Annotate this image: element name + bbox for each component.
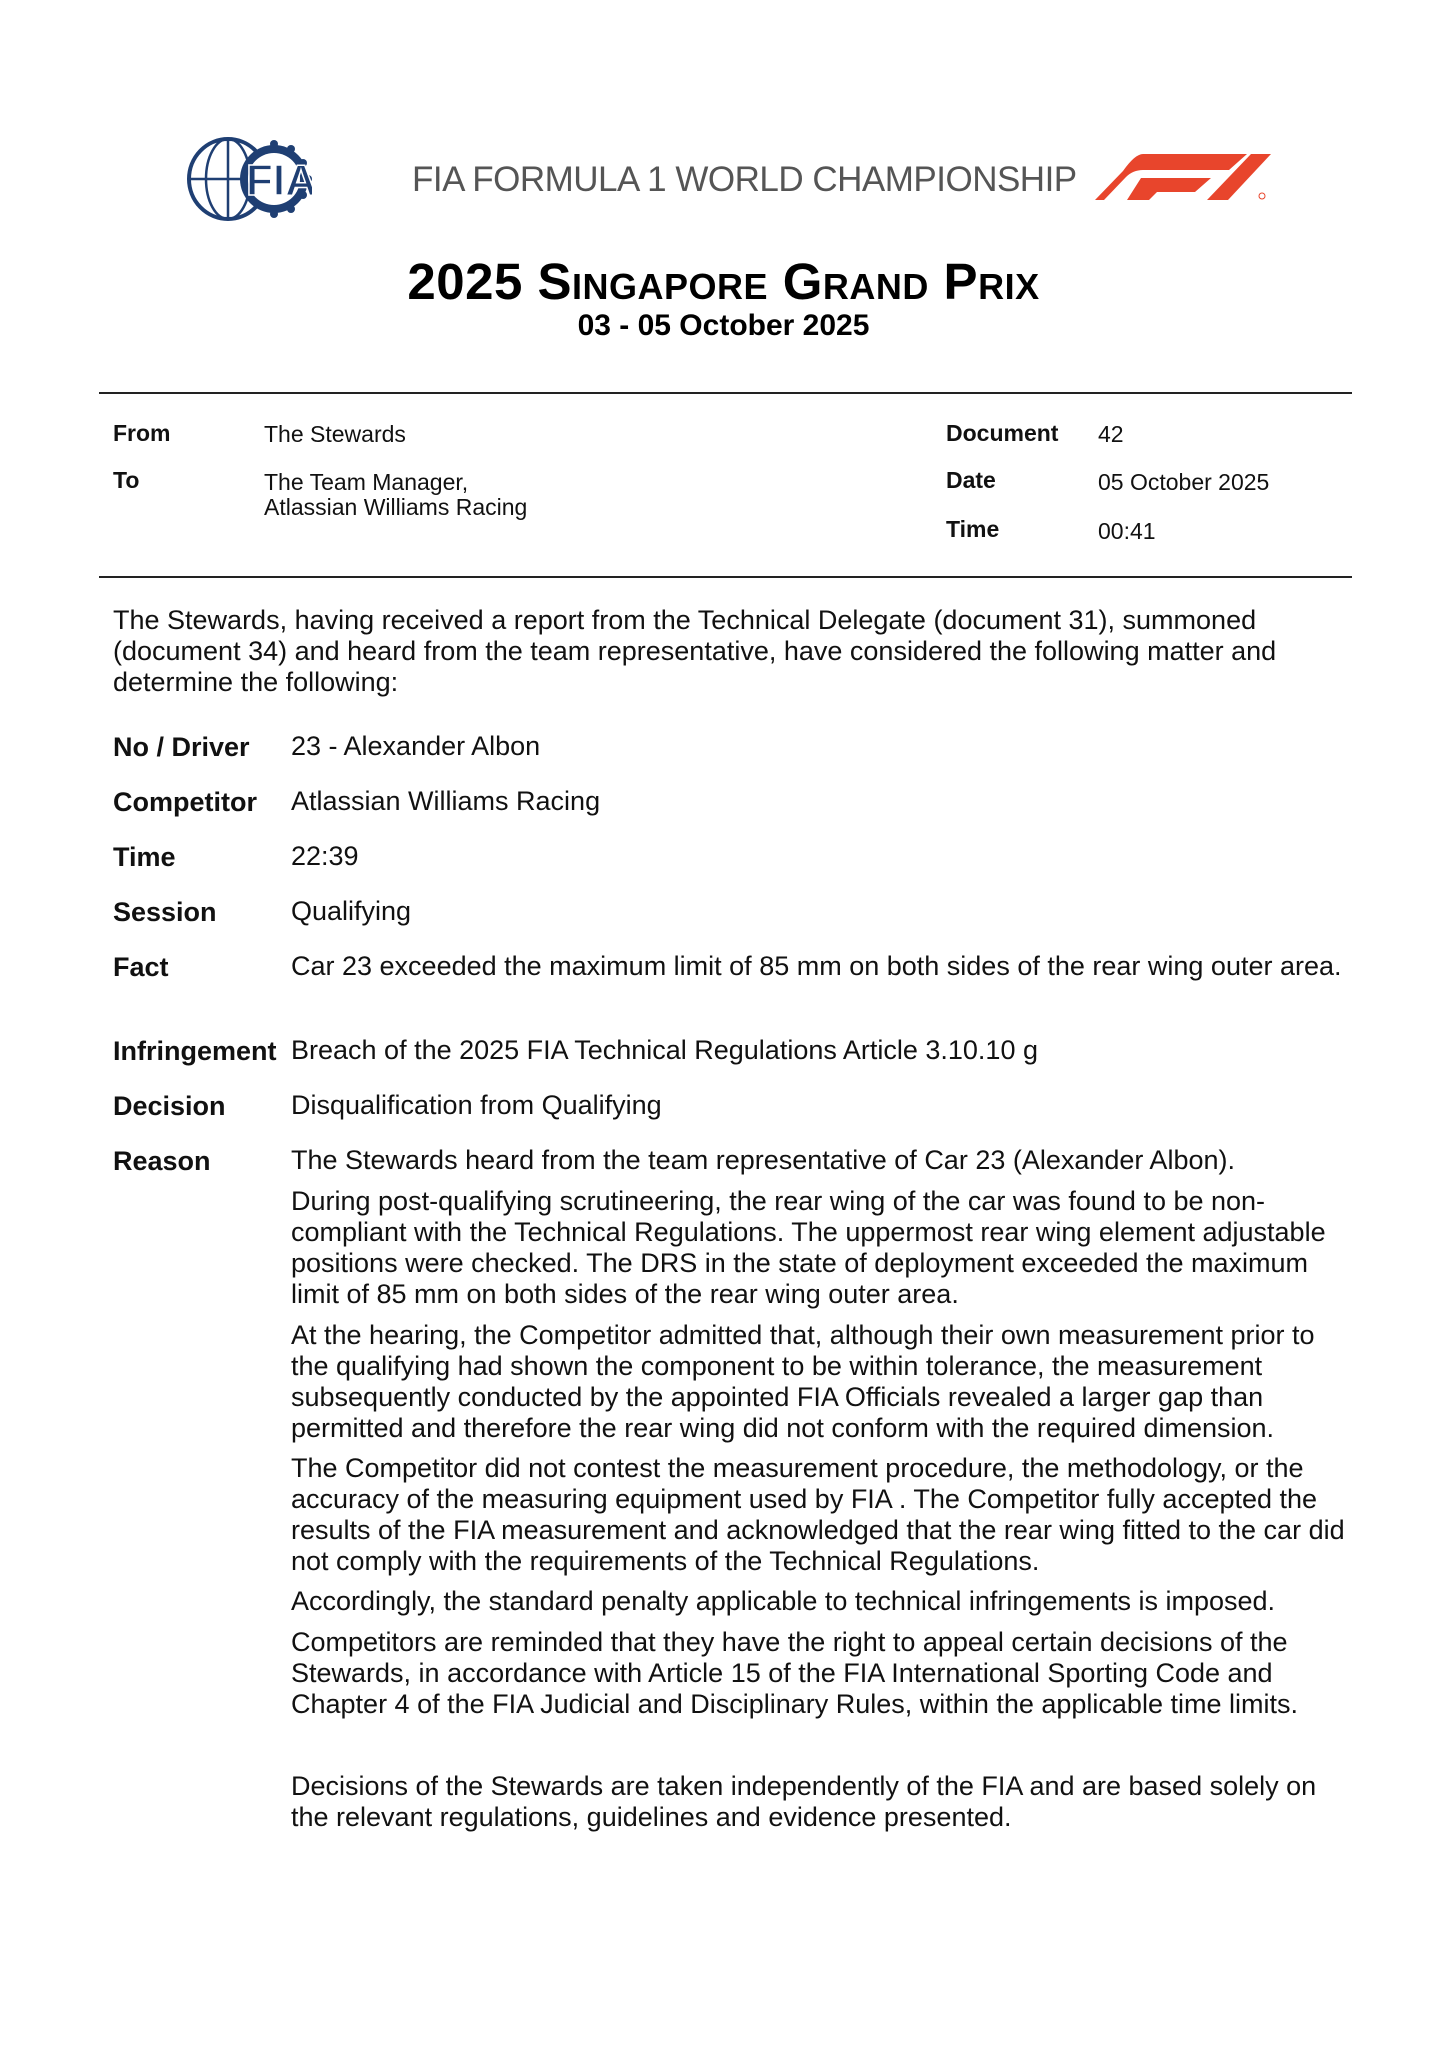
event-dates: 03 - 05 October 2025 <box>577 309 870 342</box>
infringement-label: Infringement <box>113 1036 277 1066</box>
event-title: 2025 Singapore Grand Prix <box>407 253 1040 310</box>
reason-label: Reason <box>113 1146 211 1176</box>
divider-bottom <box>99 576 1352 578</box>
f1-logo <box>1095 152 1271 202</box>
competitor-label: Competitor <box>113 787 257 817</box>
session-label: Session <box>113 897 217 927</box>
from-value: The Stewards <box>264 421 406 447</box>
closing-statement: Decisions of the Stewards are taken independently of the FIA and are based solely on the relevant regulations, guidelines and evidence presented. <box>291 1771 1317 1832</box>
from-label: From <box>113 420 171 446</box>
to-label: To <box>113 467 140 493</box>
reason-paragraph-4: The Competitor did not contest the measurement procedure, the methodology, or the accuracy of the measuring equipment used by FIA . The Competitor fully accepted the results of the FIA measurement and acknowledged that the rear wing fitted to the car did not comply with the requirements of the Technical Regulations. <box>291 1453 1345 1576</box>
fact-label: Fact <box>113 952 169 982</box>
championship-title: FIA FORMULA 1 WORLD CHAMPIONSHIP <box>412 160 1077 199</box>
decision-label: Decision <box>113 1091 226 1121</box>
reason-paragraph-2: During post-qualifying scrutineering, the rear wing of the car was found to be non-compliant with the Technical Regulations. The uppermost rear wing element adjustable positions were checked. The DRS in the state of deployment exceeded the maximum limit of 85 mm on both sides of the rear wing outer area. <box>291 1186 1326 1309</box>
fia-logo-text: FIA <box>246 156 312 205</box>
fia-logo <box>186 135 312 223</box>
reason-paragraph-6: Competitors are reminded that they have the right to appeal certain decisions of the Stewards, in accordance with Article 15 of the FIA International Sporting Code and Chapter 4 of the FIA Judicial and Disciplinary Rules, within the applicable time limits. <box>291 1627 1298 1719</box>
driver-value: 23 - Alexander Albon <box>291 731 541 761</box>
document-label: Document <box>946 420 1059 446</box>
session-value: Qualifying <box>291 896 412 926</box>
to-value-line1: The Team Manager, <box>264 469 469 495</box>
time-label: Time <box>946 516 1000 542</box>
to-value-line2: Atlassian Williams Racing <box>264 494 528 520</box>
competitor-value: Atlassian Williams Racing <box>291 786 601 816</box>
intro-paragraph: The Stewards, having received a report from the Technical Delegate (document 31), summoned (document 34) and heard from the team representative, have considered the following matter and determine the following: <box>113 605 1277 697</box>
time-field-value: 22:39 <box>291 841 359 871</box>
reason-paragraph-5: Accordingly, the standard penalty applicable to technical infringements is imposed. <box>291 1586 1276 1616</box>
infringement-value: Breach of the 2025 FIA Technical Regulations Article 3.10.10 g <box>291 1035 1038 1065</box>
reason-paragraph-3: At the hearing, the Competitor admitted that, although their own measurement prior to the qualifying had shown the component to be within tolerance, the measurement subsequently conducted by the appointed FIA Officials revealed a larger gap than permitted and therefore the rear wing did not conform with the required dimension. <box>291 1320 1315 1443</box>
divider-top <box>99 392 1352 394</box>
date-label: Date <box>946 467 996 493</box>
document-number: 42 <box>1098 421 1124 447</box>
date-value: 05 October 2025 <box>1098 469 1270 495</box>
time-value: 00:41 <box>1098 518 1156 544</box>
reason-paragraph-1: The Stewards heard from the team representative of Car 23 (Alexander Albon). <box>291 1145 1235 1175</box>
decision-value: Disqualification from Qualifying <box>291 1090 662 1120</box>
driver-label: No / Driver <box>113 732 250 762</box>
fact-value: Car 23 exceeded the maximum limit of 85 mm on both sides of the rear wing outer area. <box>291 951 1342 981</box>
time-field-label: Time <box>113 842 176 872</box>
